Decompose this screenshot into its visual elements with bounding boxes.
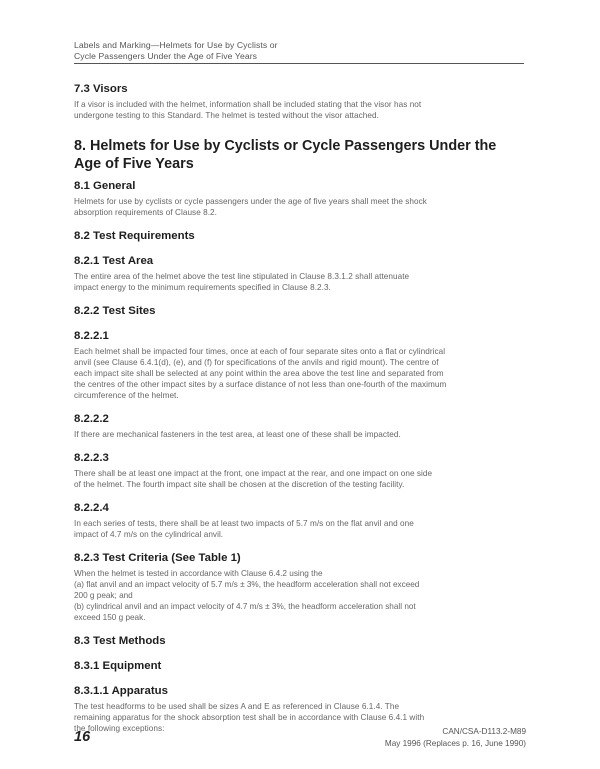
para-8-2-2-1-line-2: anvil (see Clause 6.4.1(d), (e), and (f) for specifications of the anvils and rigid mount). The centre of	[74, 358, 439, 367]
footer-doc-info	[385, 726, 526, 750]
para-8-2-1-line-2: impact energy to the minimum requirements specified in Clause 8.2.3.	[74, 283, 331, 292]
heading-8-2-1: 8.2.1 Test Area	[74, 255, 154, 267]
running-header-line-1: Labels and Marking—Helmets for Use by Cyclists or	[74, 40, 278, 50]
heading-8-2-2-4: 8.2.2.4	[74, 502, 109, 514]
para-7-3-line-1: If a visor is included with the helmet, information shall be included stating that the visor has not	[74, 100, 422, 109]
heading-8-1: 8.1 General	[74, 180, 136, 192]
heading-8	[74, 137, 526, 173]
heading-8-2-3: 8.2.3 Test Criteria (See Table 1)	[74, 552, 241, 564]
para-7-3-line-2: undergone testing to this Standard. The helmet is tested without the visor attached.	[74, 111, 379, 120]
footer-date-line: May 1996 (Replaces p. 16, June 1990)	[384, 739, 526, 748]
heading-8-2-2-3: 8.2.2.3	[74, 452, 109, 464]
para-8-2-2-1-line-1: Each helmet shall be impacted four times, once at each of four separate sites onto a flat or cylindrical	[74, 347, 446, 356]
heading-8-2-2: 8.2.2 Test Sites	[74, 305, 156, 317]
heading-8-3-1: 8.3.1 Equipment	[74, 660, 162, 672]
heading-8-2-2-1: 8.2.2.1	[74, 330, 109, 342]
footer-doc-id: CAN/CSA-D113.2-M89	[442, 727, 526, 736]
para-8-1-line-2: absorption requirements of Clause 8.2.	[74, 208, 217, 217]
running-header	[74, 40, 524, 61]
para-8-2-2-1-line-5: circumference of the helmet.	[74, 391, 179, 400]
heading-8-2-2-2: 8.2.2.2	[74, 413, 109, 425]
para-8-1-line-1: Helmets for use by cyclists or cycle passengers under the age of five years shall meet the shock	[74, 197, 427, 206]
para-8-3-1-1-line-1: The test headforms to be used shall be sizes A and E as referenced in Clause 6.1.4. The	[74, 702, 400, 711]
heading-7-3: 7.3 Visors	[74, 83, 128, 95]
para-8-2-2-1-line-4: the centres of the other impact sites by a surface distance of not less than one-fourth of the maximum	[74, 380, 447, 389]
heading-8-3: 8.3 Test Methods	[74, 635, 166, 647]
list-item-b-line-2: exceed 150 g peak.	[74, 613, 146, 622]
para-8-2-1-line-1: The entire area of the helmet above the test line stipulated in Clause 8.3.1.2 shall attenuate	[74, 272, 410, 281]
page-content	[74, 82, 526, 734]
para-8-3-1-1-line-3: the following exceptions:	[74, 724, 165, 733]
para-8-2-2-3-line-1: There shall be at least one impact at the front, one impact at the rear, and one impact on one side	[74, 469, 433, 478]
para-8-2-3-intro: When the helmet is tested in accordance with Clause 6.4.2 using the	[74, 569, 323, 578]
list-item-b-line-1: (b) cylindrical anvil and an impact velocity of 4.7 m/s ± 3%, the headform acceleration shall not	[74, 602, 416, 611]
para-8-2-2-1-line-3: each impact site shall be selected at any point within the area above the test line and separated from	[74, 369, 444, 378]
list-item-a-line-2: 200 g peak; and	[74, 591, 133, 600]
heading-8-3-1-1: 8.3.1.1 Apparatus	[74, 685, 168, 697]
heading-8-2: 8.2 Test Requirements	[74, 230, 195, 242]
para-8-3-1-1-line-2: remaining apparatus for the shock absorption test shall be in accordance with Clause 6.4.1 with	[74, 713, 425, 722]
para-8-2-2-4-line-1: In each series of tests, there shall be at least two impacts of 5.7 m/s on the flat anvil and one	[74, 519, 414, 528]
running-header-line-2: Cycle Passengers Under the Age of Five Years	[74, 50, 258, 61]
heading-8-line-1: 8. Helmets for Use by Cyclists or Cycle Passengers Under the	[74, 138, 497, 154]
list-item-a-line-1: (a) flat anvil and an impact velocity of 5.7 m/s ± 3%, the headform acceleration shall not exceed	[74, 580, 420, 589]
para-8-2-2-3-line-2: of the helmet. The fourth impact site shall be chosen at the discretion of the testing facility.	[74, 480, 405, 489]
header-rule	[74, 63, 524, 64]
heading-8-line-2: Age of Five Years	[74, 156, 194, 172]
page-number: 16	[74, 729, 91, 745]
para-8-2-2-4-line-2: impact of 4.7 m/s on the cylindrical anvil.	[74, 530, 224, 539]
para-8-2-2-2-line-1: If there are mechanical fasteners in the test area, at least one of these shall be impacted.	[74, 430, 401, 439]
